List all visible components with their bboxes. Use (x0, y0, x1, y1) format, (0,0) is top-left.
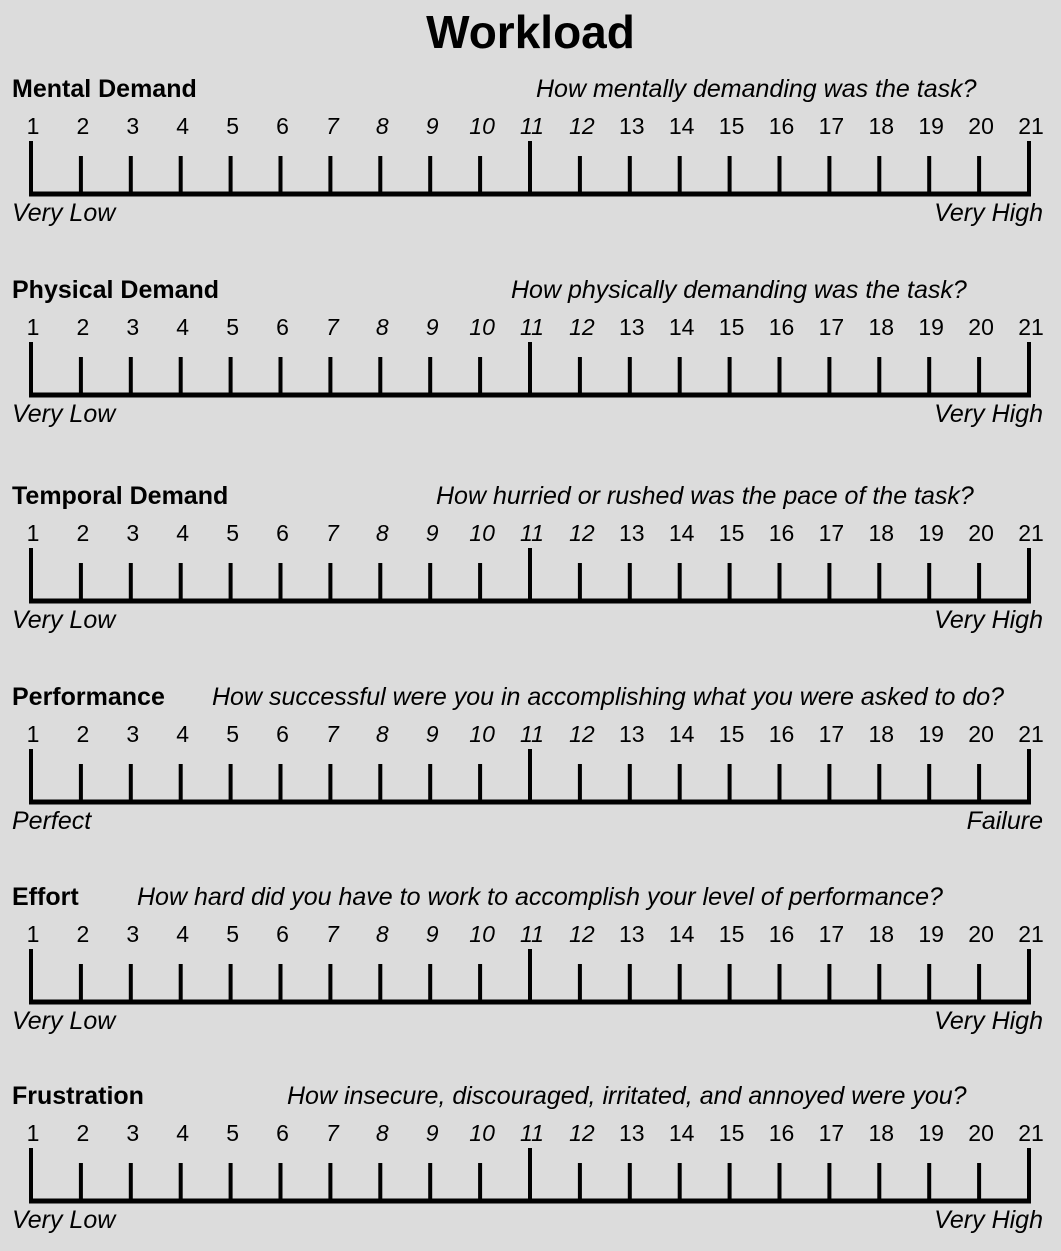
scale-number: 5 (226, 520, 239, 546)
scale-section-physical-demand (0, 275, 1061, 445)
anchor-high-label: Failure (966, 807, 1043, 835)
scale-number: 9 (425, 721, 439, 747)
scale-number: 5 (226, 314, 239, 340)
scale-number: 1 (26, 113, 40, 139)
scale-number: 15 (718, 314, 745, 340)
anchor-low-label: Perfect (12, 807, 92, 835)
scale-number: 13 (619, 1120, 645, 1146)
scale-number: 11 (520, 520, 544, 546)
anchor-low-label: Very Low (12, 1007, 116, 1035)
section-name: Performance (12, 683, 165, 711)
scale-number: 21 (1018, 721, 1044, 747)
scale-number: 18 (868, 721, 895, 747)
anchor-high-label: Very High (934, 1206, 1043, 1234)
page-title: Workload (426, 6, 635, 58)
scale-number: 11 (520, 113, 544, 139)
scale-number: 8 (375, 113, 389, 139)
scale-number: 11 (520, 1120, 544, 1146)
scale-number: 16 (768, 1120, 795, 1146)
scale-number: 2 (76, 113, 90, 139)
scale-number: 14 (668, 921, 695, 947)
scale-number: 7 (325, 721, 339, 747)
scale-number: 18 (868, 1120, 895, 1146)
section-name: Physical Demand (12, 276, 220, 304)
scale-number: 19 (918, 1120, 944, 1146)
scale-section-effort (0, 882, 1061, 1052)
scale-number: 10 (469, 1120, 495, 1146)
scale-number: 13 (619, 520, 645, 546)
scale-number: 6 (276, 520, 289, 546)
scale-number: 6 (276, 113, 289, 139)
scale-number: 15 (718, 1120, 745, 1146)
scale-number: 2 (76, 921, 90, 947)
scale-number: 9 (425, 314, 439, 340)
scale-number: 17 (818, 921, 845, 947)
scale-number: 10 (469, 921, 495, 947)
scale-number: 15 (718, 721, 745, 747)
scale-number: 2 (76, 314, 90, 340)
scale-number: 12 (569, 113, 595, 139)
scale-number: 4 (176, 314, 190, 340)
scale-number: 12 (569, 921, 595, 947)
scale-number: 13 (619, 314, 645, 340)
scale-number: 9 (425, 1120, 439, 1146)
scale-number: 15 (718, 520, 745, 546)
scale-section-performance (0, 682, 1061, 852)
scale-number: 20 (968, 1120, 994, 1146)
scale-number: 4 (176, 113, 190, 139)
scale-number: 6 (276, 921, 289, 947)
scale-number: 4 (176, 520, 190, 546)
scale-number: 5 (226, 113, 239, 139)
scale-number: 1 (26, 1120, 40, 1146)
scale-number: 4 (176, 1120, 190, 1146)
scale-number: 16 (768, 113, 795, 139)
scale-number: 3 (126, 721, 140, 747)
scale-number: 13 (619, 921, 645, 947)
scale-number: 12 (569, 314, 595, 340)
scale-number: 18 (868, 921, 895, 947)
scale-number: 7 (325, 1120, 339, 1146)
scale-number: 17 (818, 520, 845, 546)
scale-number: 21 (1018, 314, 1044, 340)
scale-number: 14 (668, 721, 695, 747)
scale-number: 6 (276, 314, 289, 340)
scale-section-frustration (0, 1081, 1061, 1251)
scale-number: 3 (126, 921, 140, 947)
scale-number: 5 (226, 1120, 239, 1146)
section-name: Temporal Demand (12, 482, 229, 510)
section-name: Mental Demand (12, 75, 197, 103)
scale-number: 17 (818, 1120, 845, 1146)
scale-number: 20 (968, 721, 994, 747)
scale-number: 10 (469, 113, 495, 139)
scale-number: 3 (126, 520, 140, 546)
scale-number: 2 (76, 520, 90, 546)
scale-number: 3 (126, 113, 140, 139)
scale-number: 11 (520, 721, 544, 747)
scale-number: 10 (469, 314, 495, 340)
scale-section-mental-demand (0, 74, 1061, 244)
scale-number: 6 (276, 1120, 289, 1146)
scale-number: 18 (868, 113, 895, 139)
scale-number: 21 (1018, 113, 1044, 139)
section-question: How physically demanding was the task? (511, 276, 967, 304)
section-question: How successful were you in accomplishing what you were asked to do? (212, 683, 1005, 711)
scale-number: 21 (1018, 1120, 1044, 1146)
scale-number: 21 (1018, 520, 1044, 546)
scale-number: 10 (469, 520, 495, 546)
scale-number: 8 (375, 1120, 389, 1146)
scale-number: 9 (425, 113, 439, 139)
section-name: Effort (12, 883, 79, 911)
scale-number: 7 (325, 113, 339, 139)
scale-number: 7 (325, 314, 339, 340)
scale-number: 1 (26, 314, 40, 340)
scale-number: 19 (918, 721, 944, 747)
scale-number: 1 (26, 721, 40, 747)
scale-number: 9 (425, 921, 439, 947)
section-question: How hurried or rushed was the pace of the task? (436, 482, 974, 510)
scale-number: 17 (818, 721, 845, 747)
scale-number: 14 (668, 520, 695, 546)
rating-scale[interactable] (0, 882, 1061, 1012)
scale-number: 15 (718, 921, 745, 947)
scale-number: 12 (569, 721, 595, 747)
scale-number: 1 (26, 520, 40, 546)
scale-number: 12 (569, 1120, 595, 1146)
scale-number: 9 (425, 520, 439, 546)
anchor-low-label: Very Low (12, 606, 116, 634)
scale-number: 7 (325, 921, 339, 947)
scale-number: 10 (469, 721, 495, 747)
rating-scale[interactable] (0, 275, 1061, 405)
scale-number: 7 (325, 520, 339, 546)
scale-number: 11 (520, 314, 544, 340)
scale-section-temporal-demand (0, 481, 1061, 651)
anchor-high-label: Very High (934, 1007, 1043, 1035)
scale-number: 8 (375, 721, 389, 747)
scale-number: 13 (619, 721, 645, 747)
scale-number: 15 (718, 113, 745, 139)
scale-number: 3 (126, 314, 140, 340)
scale-number: 18 (868, 520, 895, 546)
rating-scale[interactable] (0, 481, 1061, 611)
scale-number: 16 (768, 921, 795, 947)
scale-number: 21 (1018, 921, 1044, 947)
scale-number: 18 (868, 314, 895, 340)
scale-number: 19 (918, 314, 944, 340)
section-question: How hard did you have to work to accomplish your level of performance? (137, 883, 943, 911)
scale-number: 1 (26, 921, 40, 947)
section-question: How mentally demanding was the task? (536, 75, 977, 103)
scale-number: 8 (375, 520, 389, 546)
scale-number: 13 (619, 113, 645, 139)
scale-number: 20 (968, 520, 994, 546)
scale-number: 16 (768, 314, 795, 340)
scale-number: 4 (176, 721, 190, 747)
section-name: Frustration (12, 1082, 144, 1110)
anchor-low-label: Very Low (12, 1206, 116, 1234)
section-question: How insecure, discouraged, irritated, and annoyed were you? (287, 1082, 967, 1110)
scale-number: 5 (226, 721, 239, 747)
scale-number: 12 (569, 520, 595, 546)
scale-number: 3 (126, 1120, 140, 1146)
scale-number: 2 (76, 1120, 90, 1146)
scale-number: 2 (76, 721, 90, 747)
scale-number: 19 (918, 921, 944, 947)
scale-number: 14 (668, 113, 695, 139)
scale-number: 8 (375, 314, 389, 340)
scale-number: 5 (226, 921, 239, 947)
rating-scale[interactable] (0, 74, 1061, 204)
anchor-low-label: Very Low (12, 400, 116, 428)
scale-number: 17 (818, 113, 845, 139)
scale-number: 19 (918, 113, 944, 139)
scale-number: 14 (668, 1120, 695, 1146)
scale-number: 16 (768, 520, 795, 546)
scale-number: 6 (276, 721, 289, 747)
scale-number: 11 (520, 921, 544, 947)
scale-number: 14 (668, 314, 695, 340)
scale-number: 19 (918, 520, 944, 546)
anchor-high-label: Very High (934, 400, 1043, 428)
scale-number: 20 (968, 921, 994, 947)
scale-number: 20 (968, 314, 994, 340)
anchor-high-label: Very High (934, 606, 1043, 634)
rating-scale[interactable] (0, 1081, 1061, 1211)
rating-scale[interactable] (0, 682, 1061, 812)
anchor-high-label: Very High (934, 199, 1043, 227)
anchor-low-label: Very Low (12, 199, 116, 227)
scale-number: 16 (768, 721, 795, 747)
scale-number: 20 (968, 113, 994, 139)
scale-number: 17 (818, 314, 845, 340)
scale-number: 8 (375, 921, 389, 947)
scale-number: 4 (176, 921, 190, 947)
